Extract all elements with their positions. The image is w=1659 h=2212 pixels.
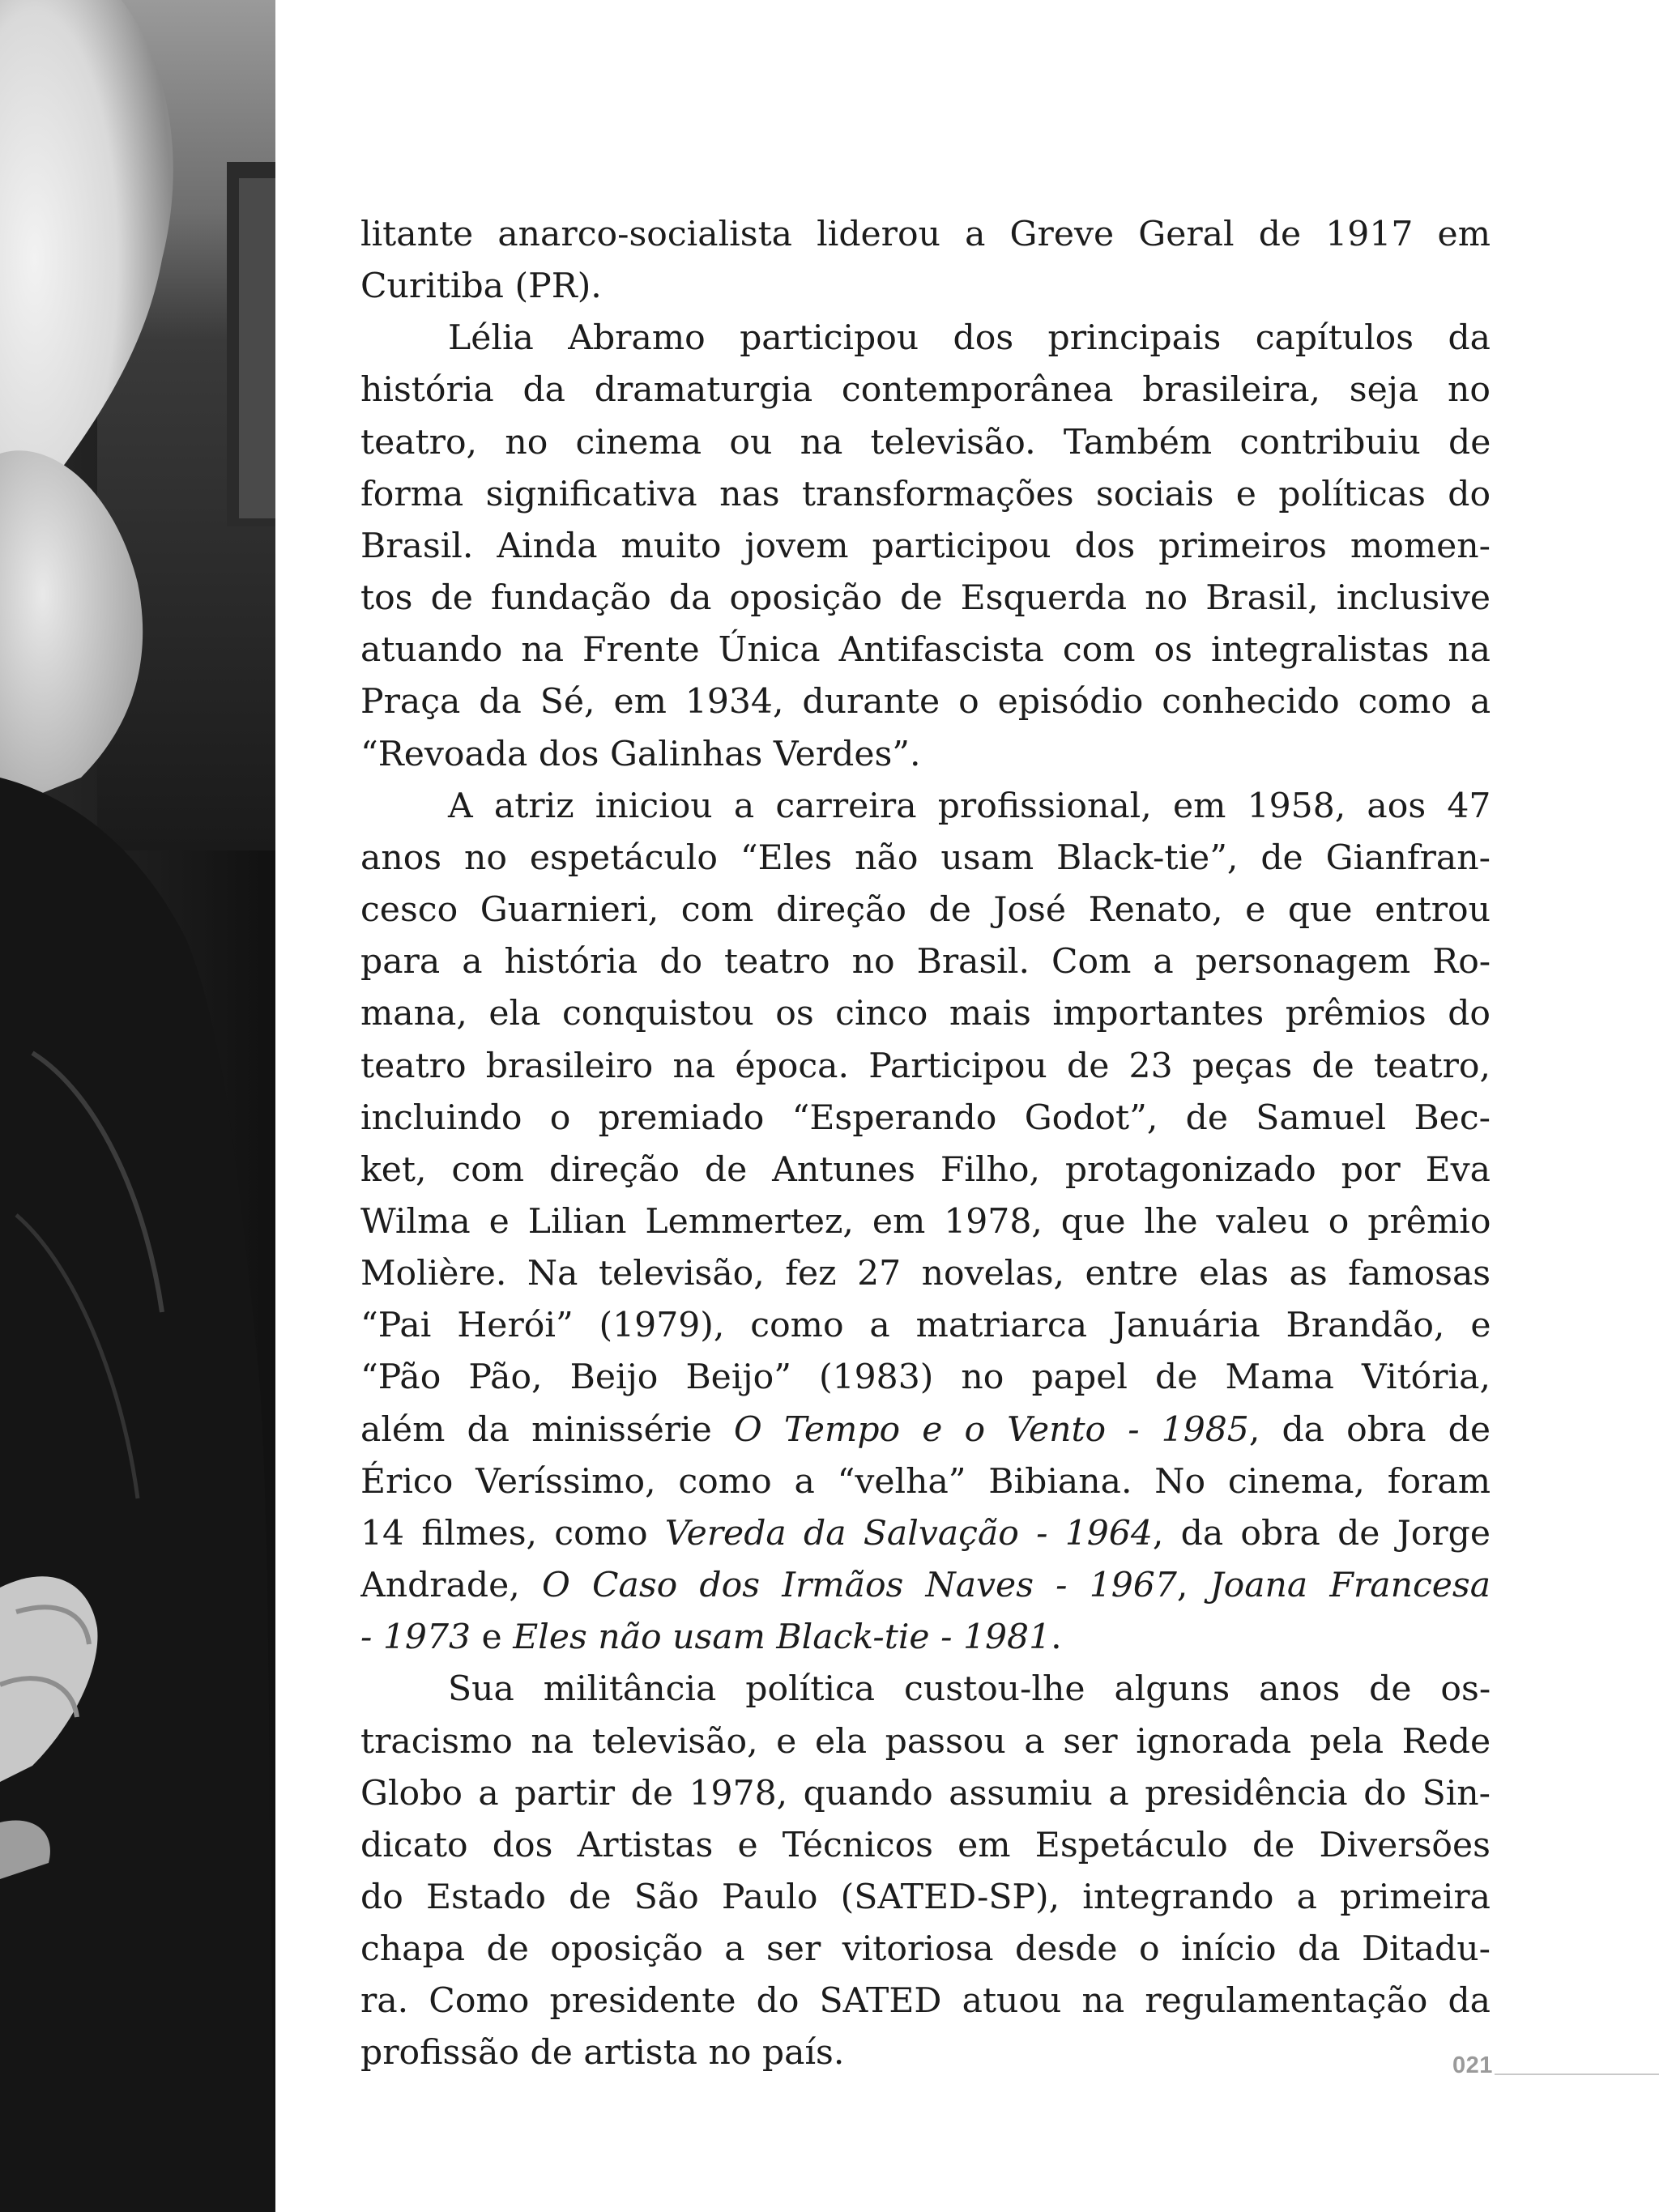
text-run: Andrade,	[360, 1566, 542, 1606]
work-title: Eles não usam Black-tie - 1981	[513, 1617, 1051, 1658]
text-line: mana, ela conquistou os cinco mais importantes prêmios do	[360, 994, 1491, 1034]
text-run: , da obra de	[1248, 1409, 1491, 1450]
text-run: e	[471, 1617, 514, 1658]
work-title: O Tempo e o Vento - 1985	[733, 1409, 1249, 1450]
text-line: ket, com direção de Antunes Filho, protagonizado por Eva	[360, 1149, 1491, 1190]
text-line: atuando na Frente Única Antifascista com os integralistas na	[360, 630, 1491, 671]
paragraph-2	[360, 313, 1491, 780]
text-line: “Pão Pão, Beijo Beijo” (1983) no papel de Mama Vitória,	[360, 1357, 1491, 1398]
text-line: A atriz iniciou a carreira profissional, em 1958, aos 47	[448, 786, 1491, 826]
work-title: - 1973	[360, 1617, 471, 1658]
text-line: Lélia Abramo participou dos principais capítulos da	[448, 318, 1491, 359]
text-line: teatro brasileiro na época. Participou de 23 peças de teatro,	[360, 1046, 1491, 1086]
page-number: 021	[1452, 2052, 1493, 2078]
paragraph-3	[360, 781, 1491, 1664]
text-run: além da minissérie	[360, 1409, 734, 1450]
work-title: O Caso dos Irmãos Naves - 1967	[541, 1566, 1177, 1606]
text-line: tos de fundação da oposição de Esquerda no Brasil, inclusive	[360, 578, 1491, 619]
text-line	[360, 1404, 1491, 1456]
text-line: “Revoada dos Galinhas Verdes”.	[360, 734, 921, 774]
portrait-photo-drawing	[0, 0, 275, 2212]
text-line: história da dramaturgia contemporânea brasileira, seja no	[360, 370, 1491, 411]
work-title: Vereda da Salvação - 1964	[664, 1513, 1153, 1554]
folio-rule	[1495, 2073, 1659, 2075]
text-line: dicato dos Artistas e Técnicos em Espetáculo de Diversões	[360, 1825, 1491, 1865]
text-line: para a história do teatro no Brasil. Com a personagem Ro-	[360, 942, 1491, 982]
text-line: do Estado de São Paulo (SATED-SP), integrando a primeira	[360, 1877, 1491, 1917]
text-line	[360, 1560, 1491, 1612]
portrait-photo	[0, 0, 275, 2212]
text-line: teatro, no cinema ou na televisão. Também contribuiu de	[360, 422, 1491, 462]
text-line: incluindo o premiado “Esperando Godot”, de Samuel Bec-	[360, 1097, 1491, 1138]
text-line: cesco Guarnieri, com direção de José Renato, e que entrou	[360, 890, 1491, 931]
text-line: Wilma e Lilian Lemmertez, em 1978, que lhe valeu o prêmio	[360, 1201, 1491, 1242]
text-line: Curitiba (PR).	[360, 266, 602, 307]
body-text	[360, 209, 1491, 2080]
paragraph-4	[360, 1664, 1491, 2079]
work-title: Joana Francesa	[1209, 1566, 1491, 1606]
text-line: chapa de oposição a ser vitoriosa desde o início da Ditadu-	[360, 1929, 1491, 1970]
text-line	[360, 1612, 1491, 1664]
text-line	[360, 1456, 1491, 1508]
text-line: ra. Como presidente do SATED atuou na regulamentação da	[360, 1981, 1491, 2022]
text-line: anos no espetáculo “Eles não usam Black-tie”, de Gianfran-	[360, 837, 1491, 878]
text-line: Praça da Sé, em 1934, durante o episódio conhecido como a	[360, 682, 1491, 722]
text-line: Brasil. Ainda muito jovem participou dos primeiros momen-	[360, 526, 1491, 566]
text-line: profissão de artista no país.	[360, 2033, 845, 2073]
text-line: forma significativa nas transformações sociais e políticas do	[360, 474, 1491, 514]
text-line: tracismo na televisão, e ela passou a ser ignorada pela Rede	[360, 1721, 1491, 1762]
text-line: Globo a partir de 1978, quando assumiu a presidência do Sin-	[360, 1773, 1491, 1813]
text-run: Érico Veríssimo, como a “velha” Bibiana. No cinema, foram	[360, 1461, 1491, 1502]
text-line: Sua militância política custou-lhe alguns anos de os-	[448, 1669, 1491, 1710]
text-run: .	[1051, 1617, 1062, 1658]
text-run: , da obra de Jorge	[1152, 1513, 1491, 1554]
text-line: “Pai Herói” (1979), como a matriarca Januária Brandão, e	[360, 1306, 1491, 1346]
text-run: ,	[1176, 1566, 1210, 1606]
text-run: 14 filmes, como	[360, 1513, 665, 1554]
text-line: Molière. Na televisão, fez 27 novelas, entre elas as famosas	[360, 1254, 1491, 1294]
text-line: litante anarco-socialista liderou a Greve Geral de 1917 em	[360, 215, 1491, 254]
text-line	[360, 1508, 1491, 1560]
paragraph-1	[360, 209, 1491, 313]
